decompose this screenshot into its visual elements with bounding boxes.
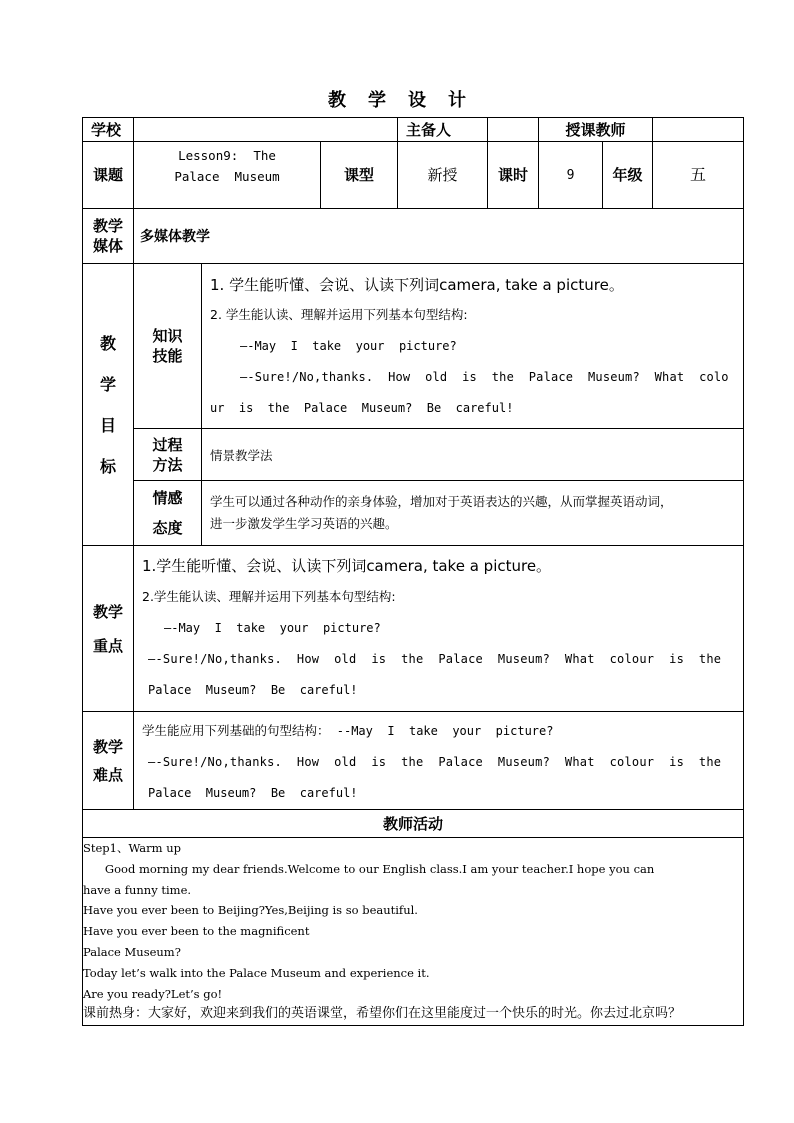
key-line-3: —-May I take your picture? [164,621,381,635]
activity-content [83,838,744,1026]
difficulty-line-1-en: --May I take your picture? [329,724,554,738]
grade-label: 年级 [603,142,653,209]
school-value[interactable] [134,118,398,142]
knowledge-line-4: —-Sure!/No,thanks. How old is the Palace Museum? What colo [240,370,729,384]
difficulty-line-3: Palace Museum? Be careful! [148,786,358,800]
key-line-5: Palace Museum? Be careful! [148,683,358,697]
key-line-4: —-Sure!/No,thanks. How old is the Palace Museum? What colour is the [148,652,722,666]
topic-label: 课题 [83,142,134,209]
document-title: 教学设计 [328,90,488,111]
activity-line: have a funny time. [83,882,192,897]
school-label: 学校 [83,118,134,142]
media-label: 教学媒体 [83,209,134,264]
emotion-label: 情感态度 [134,481,202,546]
difficulty-line-2: —-Sure!/No,thanks. How old is the Palace Museum? What colour is the [148,755,722,769]
type-value: 新授 [398,142,488,209]
process-label: 过程方法 [134,429,202,481]
activity-line: Good morning my dear friends.Welcome to our English class.I am your teacher.I hope you can [83,861,655,876]
activity-cn-line: 课前热身：大家好，欢迎来到我们的英语课堂，希望你们在这里能度过一个快乐的时光。你去过北京吗？ [83,1006,682,1022]
topic-line-1: Lesson9: The [178,148,276,163]
key-line-1: 1.学生能听懂、会说、认读下列词camera, take a picture。 [142,557,552,575]
teacher-label: 授课教师 [539,118,653,142]
key-label: 教学重点 [83,546,134,712]
preparer-label: 主备人 [398,118,488,142]
lesson-plan-table [82,117,744,1026]
key-line-2: 2.学生能认读、理解并运用下列基本句型结构: [142,589,396,604]
knowledge-line-5: ur is the Palace Museum? Be careful! [210,401,514,415]
activity-line: Today let’s walk into the Palace Museum and experience it. [83,965,430,980]
teacher-value[interactable] [653,118,744,142]
media-value: 多媒体教学 [134,209,744,264]
knowledge-label: 知识技能 [134,264,202,429]
activity-line: Have you ever been to Beijing?Yes,Beijing is so beautiful. [83,903,418,918]
difficulty-label: 教学难点 [83,712,134,810]
key-content [134,546,744,712]
topic-line-2: Palace Museum [174,169,280,184]
knowledge-line-3: —-May I take your picture? [240,339,457,353]
process-value: 情景教学法 [202,429,744,481]
grade-value: 五 [653,142,744,209]
knowledge-content [202,264,744,429]
type-label: 课型 [321,142,398,209]
emotion-line-1: 学生可以通过各种动作的亲身体验，增加对于英语表达的兴趣，从而掌握英语动词， [210,494,673,509]
activity-line: Are you ready?Let’s go! [83,986,223,1001]
difficulty-line-1-cn: 学生能应用下列基础的句型结构： [142,723,330,738]
emotion-content [202,481,744,546]
emotion-line-2: 进一步激发学生学习英语的兴趣。 [210,516,398,531]
difficulty-content [134,712,744,810]
activity-header: 教师活动 [83,810,744,838]
topic-value [134,142,321,209]
knowledge-line-2: 2. 学生能认读、理解并运用下列基本句型结构: [210,307,468,322]
knowledge-line-1: 1. 学生能听懂、会说、认读下列词camera, take a picture。 [210,276,624,294]
activity-line: Step1、Warm up [83,841,181,855]
hours-value: 9 [539,142,603,209]
activity-line: Palace Museum? [83,944,181,959]
activity-line: Have you ever been to the magnificent [83,924,310,939]
preparer-value[interactable] [488,118,539,142]
hours-label: 课时 [488,142,539,209]
goals-label: 教 学 目 标 [83,264,134,546]
